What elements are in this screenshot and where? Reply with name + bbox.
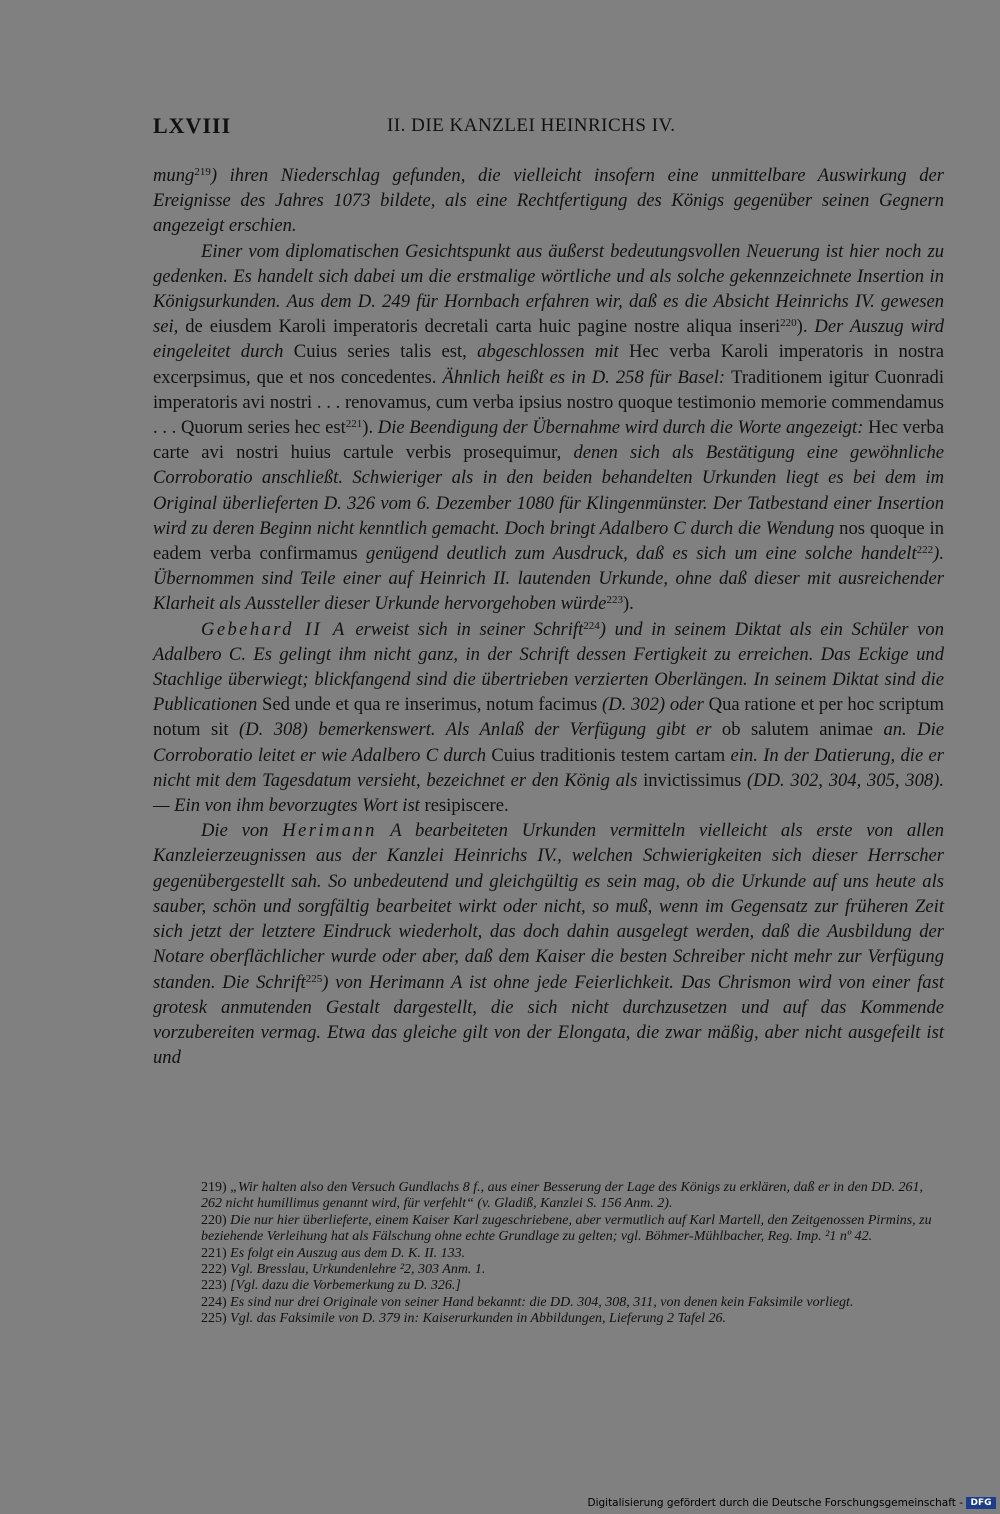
text-run: ) und in seinem Diktat als ein Schüler von Adalbero C. Es gelingt ihm nicht ganz, in der Schrift dessen Fertigkeit zu erreichen. Das Eckige und Stachlige überwiegt; blickfangend sind die übertrieben verzierten Oberlängen. In seinem Diktat sind die Publicationen xyxy=(153,618,944,716)
paragraph xyxy=(153,818,944,1070)
text-run: Die von xyxy=(201,820,283,842)
text-run: an. Die Corroboratio leitet er wie Adalbero C durch xyxy=(153,719,944,766)
text-run: de eiusdem Karoli imperatoris decretali carta huic pagine nostre aliqua inseri xyxy=(185,316,781,338)
footnote-ref: 220 xyxy=(780,317,797,330)
footnotes xyxy=(201,1180,941,1328)
running-header xyxy=(153,113,943,143)
text-run: Hec verba carte avi nostri huius cartule verbis prosequimur, xyxy=(153,417,944,464)
text-run: Cuius series talis est, xyxy=(293,341,478,363)
text-run: ). xyxy=(362,417,378,439)
text-run: Hec verba Karoli imperatoris in nostra excerpsimus, que et nos concedentes. xyxy=(153,341,944,388)
footnote: 219) „Wir halten also den Versuch Gundlachs 8 f., aus einer Besserung der Lage des Königs zu erklären, daß er in den DD. 261, 262 nicht humillimus genannt wird, für verfehlt“ (v. Gladiß, Kanzlei S. 156 Anm. 2). xyxy=(201,1180,923,1212)
text-run: Gebehard II A xyxy=(201,618,347,640)
footnote-ref: 223 xyxy=(606,594,623,607)
footnote: 222) Vgl. Bresslau, Urkundenlehre ²2, 303 Anm. 1. xyxy=(201,1262,486,1278)
text-run: Der Auszug wird eingeleitet durch xyxy=(153,316,944,363)
text-run: nos quoque in eadem verba confirmamus xyxy=(153,517,945,565)
text-run: Herimann xyxy=(282,820,377,842)
footnote: 220) Die nur hier überlieferte, einem Kaiser Karl zugeschriebene, aber vermutlich auf Karl Martell, den Zeitgenossen Pirmins, zu beziehende Verleihung hat als Fälschung ohne echte Grundlage zu gelten; vgl. Böhmer-Mühlbacher, Reg. Imp. ²1 nº 42. xyxy=(201,1212,932,1245)
footnote: 223) [Vgl. dazu die Vorbemerkung zu D. 326.] xyxy=(201,1278,461,1294)
text-run: ) ihren Niederschlag gefunden, die vielleicht insofern eine unmittelbare Auswirkung der Ereignisse des Jahres 1073 bildete, als eine Rechtfertigung des Königs gegenüber seinen Gegnern angezeigt erschien. xyxy=(153,165,944,237)
paragraph xyxy=(153,163,944,239)
text-run: Ähnlich heißt es in D. 258 für Basel: xyxy=(442,366,732,388)
footnote-ref: 221 xyxy=(345,418,363,431)
text-run: ) von Herimann A ist ohne jede Feierlichkeit. Das Chrismon wird von einer fast grotesk anmutenden Gestalt dargestellt, die sich nicht durchzusetzen und auf das Kommende vorzubereiten vermag. Etwa das gleiche gilt von der Elongata, die zwar mäßig, aber nicht ausgefeilt ist und xyxy=(153,971,944,1069)
footnote: 221) Es folgt ein Auszug aus dem D. K. II. 133. xyxy=(201,1245,466,1261)
paragraph xyxy=(153,239,944,617)
text-run: erweist sich in seiner Schrift xyxy=(346,618,584,640)
text-run: Traditionem igitur Cuonradi imperatoris avi nostri . . . renovamus, cum verba ipsius nostro quoque testimonio memorie commendamus . . . Quorum series hec est xyxy=(153,366,944,439)
credit-text: Digitalisierung gefördert durch die Deutsche Forschungsgemeinschaft - xyxy=(587,1497,963,1509)
text-run: ob salutem animae xyxy=(721,719,884,741)
footnote: 224) Es sind nur drei Originale von seiner Hand bekannt: die DD. 304, 308, 311, von denen kein Faksimile vorliegt. xyxy=(201,1294,854,1310)
paragraph xyxy=(153,617,944,819)
running-title: II. DIE KANZLEI HEINRICHS IV. xyxy=(387,115,676,136)
text-run: (D. 302) oder xyxy=(602,694,709,716)
footnote-ref: 219 xyxy=(194,166,211,178)
text-run: Cuius traditionis testem cartam xyxy=(491,744,731,766)
text-run: mung xyxy=(153,165,195,186)
text-run: ). xyxy=(796,316,815,338)
text-run: ). xyxy=(622,593,634,615)
text-run: (D. 308) bemerkenswert. Als Anlaß der Verfügung gibt er xyxy=(239,719,722,741)
text-run: invictissimus xyxy=(643,769,747,791)
text-run: A bearbeiteten Urkunden vermitteln vielleicht als erste von allen Kanzleierzeugnissen aus der Kanzlei Heinrichs IV., welchen Schwierigkeiten sich dieser Herrscher gegenübergestellt sah. So unbedeutend und gleichgültig es sein mag, ob die Urkunde auf uns heute als sauber, schön und sorgfältig bearbeitet wirkt oder nicht, so muß, wenn im Gegensatz zur früheren Zeit sich jetzt der letztere Eindruck wiederholt, das doch dahin ausgelegt werden, daß die Ausbildung der Notare oberflächlicher wurde oder aber, daß dem Kaiser die besten Schreiber nicht mehr zur Verfügung standen. Die Schrift xyxy=(153,820,944,993)
footnote: 225) Vgl. das Faksimile von D. 379 in: Kaiserurkunden in Abbildungen, Lieferung 2 Tafel 26. xyxy=(201,1311,726,1327)
text-run: denen sich als Bestätigung eine gewöhnliche Corroboratio anschließt. Schwieriger als in den beiden behandelten Urkunden liegt es bei dem im Original überlieferten D. 326 vom 6. Dezember 1080 für Klingenmünster. Der Tatbestand einer Insertion wird zu deren Beginn nicht kenntlich gemacht. Doch bringt Adalbero C durch die Wendung xyxy=(153,442,944,539)
main-text xyxy=(153,163,944,1070)
text-run: genügend deutlich zum Ausdruck, daß es sich um eine solche handelt xyxy=(366,543,917,565)
text-run: ). Übernommen sind Teile einer auf Heinrich II. lautenden Urkunde, ohne daß dieser mit ausreichender Klarheit als Aussteller dieser Urkunde hervorgehoben würde xyxy=(153,543,944,615)
dfg-logo: DFG xyxy=(966,1497,996,1509)
text-run: (DD. 302, 304, 305, 308). — Ein von ihm bevorzugtes Wort ist xyxy=(153,769,945,817)
footnote-ref: 222 xyxy=(916,544,934,557)
text-run: Einer vom diplomatischen Gesichtspunkt aus äußerst bedeutungsvollen Neuerung ist hier noch zu gedenken. Es handelt sich dabei um die erstmalige wörtliche und als solche gekennzeichnete Insertion in Königsurkunden. Aus dem D. 249 für Hornbach erfahren wir, daß es die Absicht Heinrichs IV. gewesen sei, xyxy=(153,240,944,338)
text-run: Die Beendigung der Übernahme wird durch die Worte angezeigt: xyxy=(377,417,869,439)
page-number: LXVIII xyxy=(153,113,232,138)
text-run: resipiscere. xyxy=(424,795,509,817)
text-run: Qua ratione et per hoc scriptum notum sit xyxy=(153,694,944,741)
footnote-ref: 224 xyxy=(583,619,600,632)
digitization-credit xyxy=(587,1497,996,1509)
text-run: abgeschlossen mit xyxy=(477,341,629,363)
footnote-ref: 225 xyxy=(305,972,323,985)
text-run: Sed unde et qua re inserimus, notum facimus xyxy=(262,694,602,716)
text-run: ein. In der Datierung, die er nicht mit dem Tagesdatum versieht, bezeichnet er den König als xyxy=(153,744,944,791)
